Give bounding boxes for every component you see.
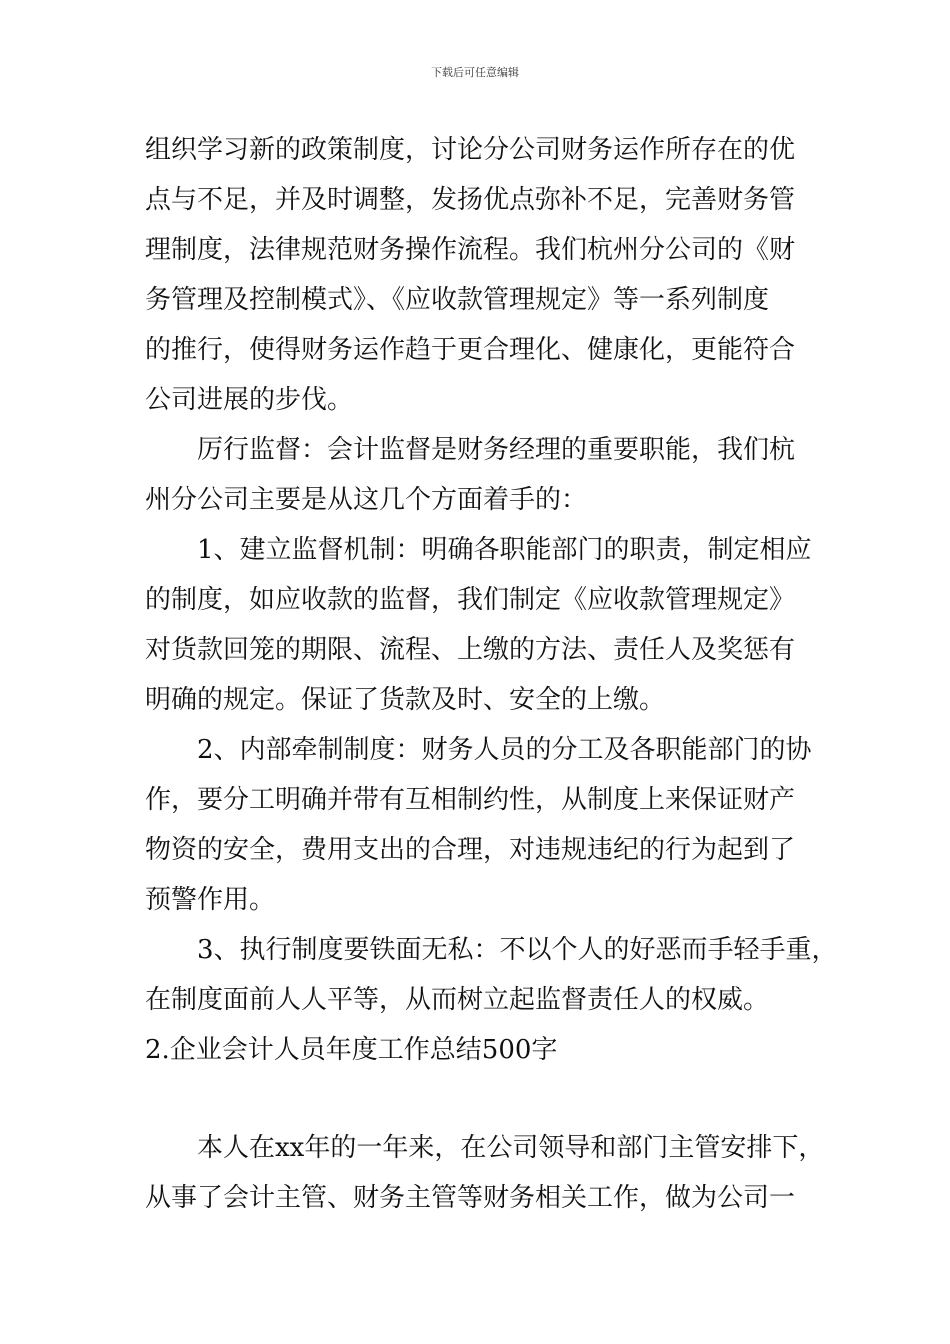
paragraph-line: 明确的规定。保证了货款及时、安全的上缴。 [145, 685, 666, 715]
page-header: 下载后可任意编辑 [431, 66, 519, 79]
paragraph-line: 2、内部牵制制度：财务人员的分工及各职能部门的协 [197, 735, 812, 765]
paragraph-line: 在制度面前人人平等，从而树立起监督责任人的权威。 [145, 985, 770, 1015]
paragraph-line: 理制度，法律规范财务操作流程。我们杭州分公司的《财 [145, 235, 796, 265]
paragraph-line: 预警作用。 [145, 885, 276, 915]
paragraph-line: 本人在xx年的一年来，在公司领导和部门主管安排下， [197, 1133, 825, 1163]
paragraph-line: 组织学习新的政策制度，讨论分公司财务运作所存在的优 [145, 135, 796, 165]
paragraph-line: 1、建立监督机制：明确各职能部门的职责，制定相应 [197, 535, 812, 565]
paragraph-line: 务管理及控制模式》、《应收款管理规定》等一系列制度 [145, 285, 770, 315]
paragraph-line: 作，要分工明确并带有互相制约性，从制度上来保证财产 [145, 785, 796, 815]
paragraph-line: 对货款回笼的期限、流程、上缴的方法、责任人及奖惩有 [145, 635, 796, 665]
section-heading: 2.企业会计人员年度工作总结500字 [145, 1035, 558, 1065]
paragraph-line: 从事了会计主管、财务主管等财务相关工作，做为公司一 [145, 1183, 796, 1213]
paragraph-line: 的制度，如应收款的监督，我们制定《应收款管理规定》 [145, 585, 796, 615]
paragraph-line: 公司进展的步伐。 [145, 385, 354, 415]
paragraph-line: 的推行，使得财务运作趋于更合理化、健康化，更能符合 [145, 335, 796, 365]
paragraph-line: 州分公司主要是从这几个方面着手的： [145, 485, 588, 515]
paragraph-line: 厉行监督：会计监督是财务经理的重要职能，我们杭 [197, 435, 796, 465]
paragraph-line: 物资的安全，费用支出的合理，对违规违纪的行为起到了 [145, 835, 796, 865]
paragraph-line: 点与不足，并及时调整，发扬优点弥补不足，完善财务管 [145, 185, 796, 215]
paragraph-line: 3、执行制度要铁面无私：不以个人的好恶而手轻手重， [197, 935, 838, 965]
